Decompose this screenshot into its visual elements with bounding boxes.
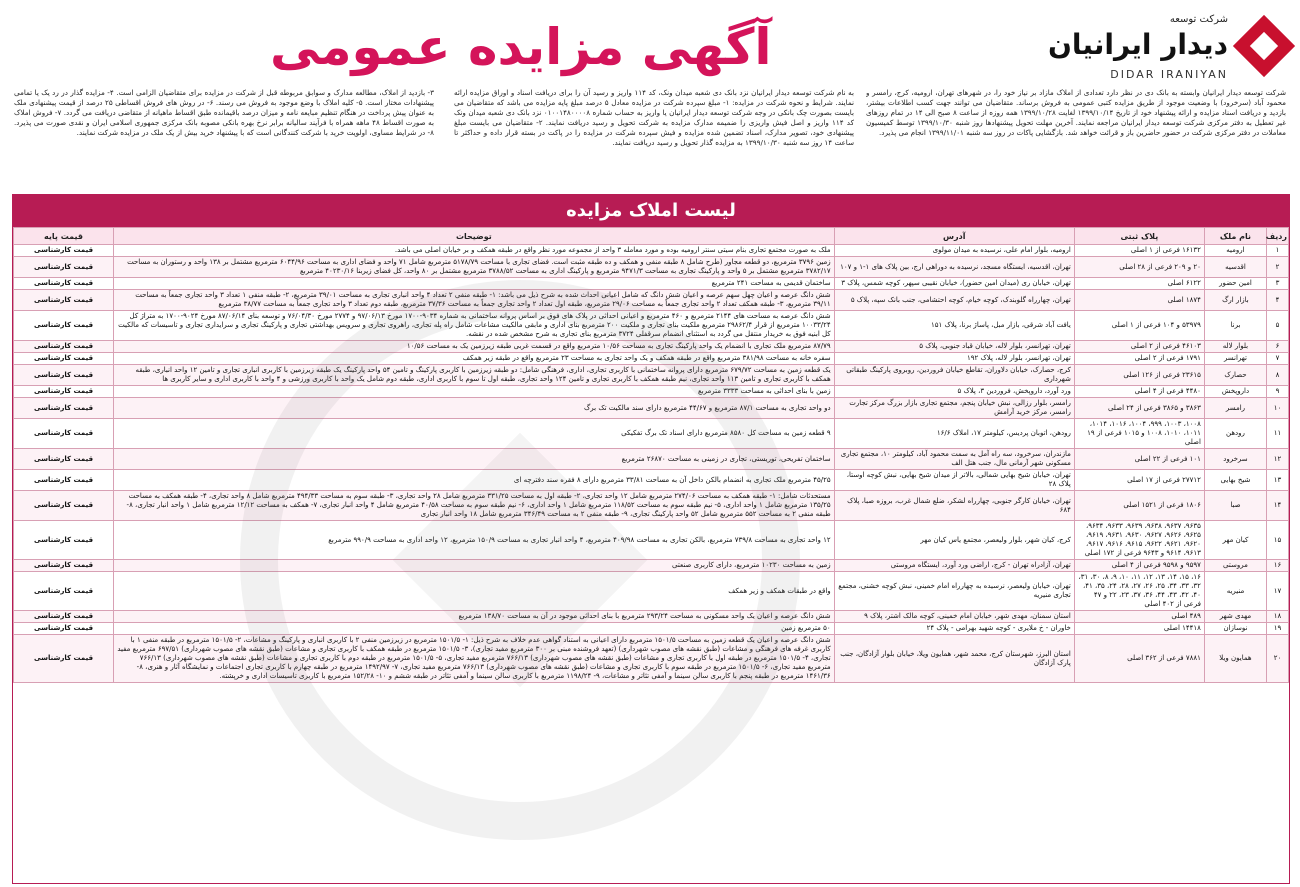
table-row xyxy=(14,353,1289,365)
cell-name: منیریه xyxy=(1204,572,1266,611)
cell-desc: سفره خانه به مساحت ۳۸۱/۹۸ مترمربع واقع در طبقه همکف و یک واحد تجاری به مساحت ۲۳ مترمربع واقع در طبقه زیر همکف xyxy=(114,353,835,365)
cell-num: ۱۹ xyxy=(1266,623,1288,635)
header-price: قیمت پایه xyxy=(14,228,114,245)
header-name: نام ملک xyxy=(1204,228,1266,245)
properties-table-panel xyxy=(12,194,1290,884)
table-row xyxy=(14,245,1289,257)
company-logo xyxy=(1047,10,1286,88)
cell-plak: ۶۱۲۲ اصلی xyxy=(1074,278,1204,290)
table-row xyxy=(14,635,1289,683)
cell-name: صبا xyxy=(1204,491,1266,521)
cell-num: ۳ xyxy=(1266,278,1288,290)
table-row xyxy=(14,572,1289,611)
table-row xyxy=(14,278,1289,290)
cell-address: ورد آورد، داروپخش، فروردین ۳، پلاک ۵ xyxy=(834,386,1074,398)
cell-address: تهران، تهرانسر، بلوار لاله، خیابان قباد جنوبی، پلاک ۵ xyxy=(834,341,1074,353)
cell-desc: دو واحد تجاری به مساحت ۸۷/۱ مترمربع و ۴۴/۶۷ مترمربع دارای سند مالکیت تک برگ xyxy=(114,398,835,419)
cell-num: ۶ xyxy=(1266,341,1288,353)
header-desc: توضیحات xyxy=(114,228,835,245)
cell-name: سرخرود xyxy=(1204,449,1266,470)
cell-plak: ۲۰ و ۲۰۹ فرعی از ۲۸ اصلی xyxy=(1074,257,1204,278)
cell-desc: مستحدثات شامل: ۱- طبقه همکف به مساحت ۲۷۴/۰۶ مترمربع شامل ۱۲ واحد تجاری، ۲- طبقه اول به مساحت ۳۳۱/۲۵ مترمربع شامل ۲۸ واحد تجاری، ۳- طبقه سوم به مساحت ۴۹۴/۳۳ مترمربع شامل ۸ واحد تجاری، ۴- طبقه همکف به مساحت ۱۳۵/۲۵ مترمربع شامل ۱ واحد اداری، ۵- نیم طبقه سوم به مساحت ۱۱۸/۵۲ مترمربع شامل ۱ واحد اداری، ۶- نیم طبقه سوم به مساحت ۴۰/۵۸ مترمربع شامل ۴ واحد انبار تجاری، ۷- همکف به مساحت ۱۲/۱۲ مترمربع شامل ۱ واحد انبار تجاری، ۸- طبقه منفی ۲ به مساحت ۵۵۲ مترمربع شامل ۵۲ واحد پارکینگ تجاری، ۹- طبقه منفی ۲ به مساحت ۳۴۶/۴۹ مترمربع شامل ۱۸ واحد انبار تجاری xyxy=(114,491,835,521)
table-row xyxy=(14,491,1289,521)
cell-name: برنا xyxy=(1204,311,1266,341)
cell-name: کیان مهر xyxy=(1204,521,1266,560)
cell-desc: ملک به صورت مجتمع تجاری بنام سیتی سنتر ارومیه بوده و مورد معامله ۳ واحد از مجموعه مورد نظر واقع در طبقه همکف و بر خیابان اصلی می باشد. xyxy=(114,245,835,257)
cell-price: قیمت کارشناسی xyxy=(14,560,114,572)
cell-num: ۱ xyxy=(1266,245,1288,257)
cell-plak: ۱۸۷۴ اصلی xyxy=(1074,290,1204,311)
cell-address: یافت آباد شرقی، بازار مبل، پاساژ برنا، پلاک ۱۵۱ xyxy=(834,311,1074,341)
table-row xyxy=(14,521,1289,560)
cell-plak: ۴۶۱۰۳ فرعی از ۲ اصلی xyxy=(1074,341,1204,353)
cell-address: کرج، حصارک، خیابان دلاوران، تقاطع خیابان فروردین، روبروی پارکینگ طبقاتی شهرداری xyxy=(834,365,1074,386)
cell-plak: ۲۳۶۱۵ فرعی از ۱۲۶ اصلی xyxy=(1074,365,1204,386)
cell-price: قیمت کارشناسی xyxy=(14,386,114,398)
cell-num: ۱۴ xyxy=(1266,491,1288,521)
cell-price: قیمت کارشناسی xyxy=(14,341,114,353)
cell-address: تهران، خیابان کارگر جنوبی، چهارراه لشکر، ضلع شمال غرب، بروزه صبا، پلاک ۶۸۴ xyxy=(834,491,1074,521)
cell-num: ۲ xyxy=(1266,257,1288,278)
cell-plak: ۹۵۹۷ و ۹۵۹۸ فرعی از ۴ اصلی xyxy=(1074,560,1204,572)
cell-desc: ۸۷/۷۹ مترمربع ملک تجاری با انضمام یک واحد پارکینگ تجاری به مساحت ۱۰/۵۶ مترمربع واقع در قسمت غربی طبقه زیرزمین یک به مساحت ۱۰/۵۶ xyxy=(114,341,835,353)
table-row xyxy=(14,365,1289,386)
cell-address: رامسر، بلوار رزالی، نبش خیابان پنجم، مجتمع تجاری بازار بزرگ مرکز تجارت رامسر، مرکز خرید آرامش xyxy=(834,398,1074,419)
header-plak: پلاک ثبتی xyxy=(1074,228,1204,245)
cell-price: قیمت کارشناسی xyxy=(14,572,114,611)
table-row xyxy=(14,398,1289,419)
cell-plak: ۱۷۹۱ فرعی از ۲ اصلی xyxy=(1074,353,1204,365)
table-row xyxy=(14,419,1289,449)
cell-price: قیمت کارشناسی xyxy=(14,611,114,623)
intro-column-middle: به نام شرکت توسعه دیدار ایرانیان نزد بانک دی شعبه میدان ونک، کد ۱۱۴ واریز و رسید آن را برای دریافت اسناد و اوراق مزایده ارائه نمایند. شرایط و نحوه شرکت در مزایده: ۱- مبلغ سپرده شرکت در مزایده معادل ۵ درصد مبلغ پایه مزایده می باشد که متقاضیان می بایست بصورت چک بانکی در وجه شرکت توسعه دیدار ایرانیان یا واریز به حساب شماره ۰۱۰۰۱۴۸۰۰۰۰۸ نزد بانک دی شعبه میدان ونک کد ۱۱۴ واریز و اصل فیش واریزی را ضمیمه مدارک مزایده به شرکت تحویل و رسید دریافت نمایند. ۲- متقاضیان می بایست مبلغ پیشنهادی خود، تصویر مدارک، اسناد تضمین شده مزایده و فیش سپرده شرکت در مزایده را در پاکت در بسته قرار داده و حداکثر تا ساعت ۱۴ روز سه شنبه ۱۳۹۹/۱۰/۳۰ به مزایده گذار تحویل و رسید دریافت نمایند. xyxy=(454,88,854,147)
cell-address: تهران، اقدسیه، ایستگاه مسجد، نرسیده به دوراهی ارج، بین پلاک های ۱-۱ و ۱۰۷ xyxy=(834,257,1074,278)
cell-name: حصارک xyxy=(1204,365,1266,386)
cell-address: ارومیه، بلوار امام علی، نرسیده به میدان مولوی xyxy=(834,245,1074,257)
cell-address: رودهن، اتوبان پردیس، کیلومتر ۱۷، املاک ۱۶/۶ xyxy=(834,419,1074,449)
logo-diamond-icon xyxy=(1233,15,1295,77)
logo-latin: DIDAR IRANIYAN xyxy=(1110,68,1228,81)
cell-plak: ۴۴۸۰ فرعی از ۴ اصلی xyxy=(1074,386,1204,398)
cell-plak: ۱۴۴۱۸ اصلی xyxy=(1074,623,1204,635)
table-row xyxy=(14,449,1289,470)
cell-desc: شش دانگ عرصه و اعیان چهل سهم عرصه و اعیان شش دانگ که شامل اعیانی احداث شده به شرح ذیل می باشد: ۱- طبقه منفی ۲ تعداد ۴ واحد انباری تجاری به مساحت ۳۹/۰۱ مترمربع، ۲- طبقه منفی ۱ تعداد ۳ واحد تجاری جمعاً به مساحت ۳۹/۱۱ مترمربع، ۳- طبقه همکف تعداد ۲ واحد تجاری جمعاً به مساحت ۲۹/۰۶ مترمربع، طبقه اول تعداد ۲ واحد تجاری جمعاً به مساحت ۳۷/۳۶ مترمربع، طبقه دوم تعداد ۳ واحد تجاری جمعاً به مساحت ۳۸/۷۷ مترمربع xyxy=(114,290,835,311)
cell-desc: ۱۲ واحد تجاری به مساحت ۷۳۹/۸ مترمربع، بالکن تجاری به مساحت ۴۰۹/۹۸ مترمربع، ۴ واحد انبار تجاری به مساحت ۱۵۰/۹ مترمربع، ۱۲ واحد اداری به مساحت ۹۹۰/۹ مترمربع xyxy=(114,521,835,560)
cell-price: قیمت کارشناسی xyxy=(14,353,114,365)
table-row xyxy=(14,560,1289,572)
cell-address: استان البرز، شهرستان کرج، محمد شهر، همایون ویلا، خیابان بلوار آزادگان، جنب پارک آزادگان xyxy=(834,635,1074,683)
cell-price: قیمت کارشناسی xyxy=(14,470,114,491)
cell-num: ۱۱ xyxy=(1266,419,1288,449)
cell-price: قیمت کارشناسی xyxy=(14,419,114,449)
cell-num: ۴ xyxy=(1266,290,1288,311)
cell-name: تهرانسر xyxy=(1204,353,1266,365)
cell-price: قیمت کارشناسی xyxy=(14,245,114,257)
header-address: آدرس xyxy=(834,228,1074,245)
cell-plak: ۷۸۸۱ فرعی از ۳۶۲ اصلی xyxy=(1074,635,1204,683)
intro-column-right: شرکت توسعه دیدار ایرانیان وابسته به بانک دی در نظر دارد تعدادی از املاک مازاد بر نیاز خود را، در شهرهای تهران، ارومیه، کرج، رامسر و محمود آباد (سرخرود) با وضعیت موجود از طریق مزایده کتبی عمومی به فروش برساند. متقاضیان می توانند جهت کسب اطلاعات بیشتر، بازدید و دریافت اسناد مزایده و ارائه پیشنهاد خود از تاریخ ۱۳۹۹/۱۰/۱۴ لغایت ۱۳۹۹/۱۰/۲۸ همه روزه از ساعت ۸ صبح الی ۱۴ در تمام روزهای غیر تعطیل به دفتر مرکزی شرکت توسعه دیدار ایرانیان مراجعه نمایند. آخرین مهلت تحویل پیشنهادها روز شنبه ۱۳۹۹/۱۰/۳۰ توسط کمیسیون معاملات در دفتر مرکزی شرکت در حضور حاضرین باز و قرائت خواهد شد. بازگشایی پاکات در روز سه شنبه ۱۳۹۹/۱۱/۰۱ انجام می پذیرد. xyxy=(866,88,1286,137)
cell-desc: شش دانگ عرصه و اعیان یک قطعه زمین به مساحت ۱۵۰۱/۵ مترمربع دارای اعیانی به استناد گواهی عدم خلاف به شرح ذیل: ۱- ۱۵۰۱/۵ مترمربع در زیرزمین منفی ۲ با کاربری انباری و پارکینگ و مشاعات، ۲- ۱۵۰۱/۵ مترمربع در طبقه منفی ۱ با کاربری غرفه های فرهنگی و مشاعات (طبق نقشه های مصوب شهرداری) (تعهد فروشنده مبنی بر ۳۰۰ مترمربع مفید تجاری)، ۳- ۱۵۰۱/۵ مترمربع در طبقه همکف با کاربری تجاری و مشاعات (طبق نقشه های مصوب شهرداری) ۶۹۷/۵۱ مترمربع مفید تجاری، ۴- ۱۵۰۱/۵ مترمربع در طبقه اول با کاربری تجاری و مشاعات (طبق نقشه های مصوب شهرداری) ۷۶۶/۱۳ مترمربع مفید تجاری، ۵- ۱۵۰۱/۵ مترمربع در طبقه دوم با کاربری تجاری و مشاعات (طبق نقشه های مصوب شهرداری) ۷۶۶/۱۳ مترمربع مفید تجاری، ۶- ۱۵۰۱/۵ مترمربع در طبقه سوم با کاربری تجاری و مشاعات (طبق نقشه های مصوب شهرداری) ۷۶۶/۱۳ مترمربع مفید تجاری، ۷- ۱۴۹۲/۹۷ مترمربع در طبقه چهارم با کاربری تجاری اجتماعات و نمایشگاه آثار و هنری، ۸- ۱۴۶۱/۳۶ مترمربع در طبقه پنجم با کاربری سالن سینما و آمفی تئاتر و مشاعات، ۹- ۱۱۹۸/۲۴ مترمربع با کاربری سالن سینما و آمفی تئاتر در طبقه ششم و ۱۰- ۱۵۲/۲۸ مترمربع با کاربری تاسیسات اداری و خرپشته. xyxy=(114,635,835,683)
cell-address: تهران، خیابان ولیعصر، نرسیده به چهارراه امام خمینی، نبش کوچه خشنی، مجتمع تجاری منیریه xyxy=(834,572,1074,611)
cell-desc: واقع در طبقات همکف و زیر همکف xyxy=(114,572,835,611)
cell-name: مروستی xyxy=(1204,560,1266,572)
cell-price: قیمت کارشناسی xyxy=(14,449,114,470)
table-row xyxy=(14,311,1289,341)
cell-name: بازار ارگ xyxy=(1204,290,1266,311)
cell-plak: ۴۸۹ اصلی xyxy=(1074,611,1204,623)
cell-num: ۱۸ xyxy=(1266,611,1288,623)
cell-desc: یک قطعه زمین به مساحت ۶۷۹/۷۲ مترمربع دارای پروانه ساختمانی با کاربری تجاری، اداری، فرهنگی شامل: دو طبقه زیرزمین با کاربری پارکینگ و تامین ۵۴ واحد پارکینگ یک طبقه زیرزمین با کاربری انباری تجاری و تامین ۱۲ واحد انباری، طبقه همکف با کاربری تجاری و تامین ۱۱۳ واحد تجاری، نیم طبقه همکف با کاربری تجاری و تامین ۱۲۴ واحد تجاری، طبقه اول تا سوم با کاربری اداری، طبقه دوم شامل یک واحد با کاربری ورزشی و ۴ واحد با کاربری اداری و سایر کاربری ها xyxy=(114,365,835,386)
cell-plak: ۹۶۳۵، ۹۶۳۷، ۹۶۳۸، ۹۶۳۹، ۹۶۳۳، ۹۶۳۴، ۹۶۲۵، ۹۶۲۶، ۹۶۲۷، ۹۶۳۰، ۹۶۳۱، ۹۶۱۹، ۹۶۲۰، ۹۶۲۱، ۹۶۲۲، ۹۶۱۵، ۹۶۱۶، ۹۶۱۷، ۹۶۱۳، ۹۶۱۴ و ۹۶۴۳ فرعی از ۱۷۲ اصلی xyxy=(1074,521,1204,560)
cell-desc: ۹ قطعه زمین به مساحت کل ۸۵۸۰ مترمربع دارای اسناد تک برگ تفکیکی xyxy=(114,419,835,449)
cell-address: تهران، آزادراه تهران - کرج، اراضی ورد آورد، ایستگاه مروستی xyxy=(834,560,1074,572)
cell-address: خاوران - خ ملایری - کوچه شهید بهرامی - پلاک ۲۴ xyxy=(834,623,1074,635)
cell-name: رودهن xyxy=(1204,419,1266,449)
cell-price: قیمت کارشناسی xyxy=(14,311,114,341)
cell-num: ۹ xyxy=(1266,386,1288,398)
cell-price: قیمت کارشناسی xyxy=(14,257,114,278)
logo-subtitle: شرکت توسعه xyxy=(1169,14,1228,25)
table-row xyxy=(14,386,1289,398)
header-num: ردیف xyxy=(1266,228,1288,245)
cell-plak: ۳۸۶۳ و ۳۸۶۵ فرعی از ۲۴ اصلی xyxy=(1074,398,1204,419)
cell-address: تهران، خیابان شیخ بهایی شمالی، بالاتر از میدان شیخ بهایی، نبش کوچه اوستا، پلاک ۲۸ xyxy=(834,470,1074,491)
cell-price: قیمت کارشناسی xyxy=(14,521,114,560)
table-title: لیست املاک مزایده xyxy=(13,195,1289,227)
cell-price: قیمت کارشناسی xyxy=(14,365,114,386)
table-row xyxy=(14,257,1289,278)
cell-plak: ۱۰۱ فرعی از ۲۲ اصلی xyxy=(1074,449,1204,470)
table-row xyxy=(14,341,1289,353)
cell-price: قیمت کارشناسی xyxy=(14,290,114,311)
cell-desc: زمین به مساحت ۱۰۲۳۰ مترمربع، دارای کاربری صنعتی xyxy=(114,560,835,572)
cell-name: رامسر xyxy=(1204,398,1266,419)
cell-num: ۱۷ xyxy=(1266,572,1288,611)
intro-column-left: ۳- بازدید از املاک، مطالعه مدارک و سوابق مربوطه قبل از شرکت در مزایده برای متقاضیان الزامی است. ۴- مزایده گذار در رد یک یا تمامی پیشنهادات مختار است. ۵- کلیه املاک با وضع موجود به فروش می رسند. ۶- در روش های فروش اقساطی ۲۵ درصد از قیمت پیشنهادی ملک به عنوان پیش پرداخت در هنگام تنظیم مبایعه نامه و میزان درصد باقیمانده طبق اقساط ماهیانه از متقاضی دریافت می گردد. ۷- فروش املاک به صورت اقساط ۴۸ ماهه همراه با فرآیند سالیانه برابر نرخ بهره بانکی مصوبه بانک مرکزی جمهوری اسلامی ایران و نقدی صورت می پذیرد. ۸- در شرایط مساوی، اولویت خرید با شرکت کنندگانی است که با پیشنهاد خرید بیش از یک ملک در مزایده شرکت نمایند. xyxy=(14,88,434,137)
cell-name: اقدسیه xyxy=(1204,257,1266,278)
cell-desc: ۵۰ مترمربع زمین xyxy=(114,623,835,635)
cell-price: قیمت کارشناسی xyxy=(14,623,114,635)
table-header-row xyxy=(14,228,1289,245)
cell-address: تهران، خیابان ری (میدان امین حضور)، خیابان نقیبی سپهر، کوچه شمس، پلاک ۳ xyxy=(834,278,1074,290)
cell-num: ۱۰ xyxy=(1266,398,1288,419)
cell-address: تهران، تهرانسر، بلوار لاله، پلاک ۱۹۲ xyxy=(834,353,1074,365)
cell-address: استان سمنان، مهدی شهر، خیابان امام خمینی، کوچه مالک اشتر، پلاک ۹ xyxy=(834,611,1074,623)
table-row xyxy=(14,611,1289,623)
table-row xyxy=(14,470,1289,491)
cell-name: بلوار لاله xyxy=(1204,341,1266,353)
cell-num: ۸ xyxy=(1266,365,1288,386)
cell-address: تهران، چهارراه گلوبندک، کوچه خیام، کوچه احتشامی، جنب بانک سپه، پلاک ۵ xyxy=(834,290,1074,311)
table-row xyxy=(14,290,1289,311)
cell-plak: ۱۰۰۸، ۱۰۰۳، ۹۹۹، ۱۰۰۴، ۱۰۱۶، ۱۰۱۴، ۱۰۱۱، ۱۰۱۰، ۱۰۰۸ و ۱۰۱۵ فرعی از ۱۹ اصلی xyxy=(1074,419,1204,449)
cell-desc: ۴۵/۲۵ مترمربع ملک تجاری به انضمام بالکن داخل آن به مساحت ۳۳/۸۱ مترمربع دارای ۸ فقره سند دفترچه ای xyxy=(114,470,835,491)
properties-table xyxy=(13,227,1289,683)
cell-num: ۱۵ xyxy=(1266,521,1288,560)
cell-name: شیخ بهایی xyxy=(1204,470,1266,491)
cell-num: ۱۳ xyxy=(1266,470,1288,491)
cell-desc: ساختمان تفریحی، توریستی، تجاری در زمینی به مساحت ۲۶۸۷۰ مترمربع xyxy=(114,449,835,470)
table-body xyxy=(14,245,1289,683)
cell-price: قیمت کارشناسی xyxy=(14,278,114,290)
cell-desc: شش دانگ عرصه به مساحت های ۲۱۴۴ مترمربع و ۴۶۰ مترمربع و اعیانی احداثی در پلاک های فوق بر اساس پروانه ساختمانی به شماره ۹۰۳۴-۱۷۰۰ مورخ ۹۷/۰۶/۱۳ و ۲۷۷۴ مورخ ۷۶/۰۴/۳۰ و توسعه بنای ۸۷/۰۶/۱۴ مورخ ۹۰۲۴-۱۷۰۰ به متراژ کل ۱۰۰۳۳/۲۴ مترمربع از قرار ۲۹۸۶۲/۴ مترمربع ملکیت بنای تجاری و ملکیت ۲۰۰ مترمربع بنای اداری و مابقی مالکیت مشاعات شامل راه پله تجاری، راهروی تجاری و سرویس بهداشتی تجاری و پارکینگ تجاری و سرایداری تجاری و تاسیسات که مالکیت کل ابنیه فوق به خریدار منتقل می گردد به استثنای انضمام سرقفلی ۳۷۲۴ مترمربع بنای تجاری به شرح مشخص شده در نقشه. xyxy=(114,311,835,341)
cell-price: قیمت کارشناسی xyxy=(14,635,114,683)
cell-plak: ۱۶۱۳۲ فرعی از ۱ اصلی xyxy=(1074,245,1204,257)
cell-name: مهدی شهر xyxy=(1204,611,1266,623)
cell-name: همایون ویلا xyxy=(1204,635,1266,683)
cell-address: مازندران، سرخرود، سه راه آمل به سمت محمود آباد، کیلومتر ۱۰، مجتمع تجاری مسکونی شهر آرمانی مال، جنب هتل الف xyxy=(834,449,1074,470)
cell-plak: ۱۶، ۱۵، ۱۴، ۱۳، ۱۲، ۱۱، ۱۰، ۹، ۸، ۳۰، ۳۱، ۳۲، ۳۳، ۳۴، ۲۵، ۲۶، ۲۷، ۲۸، ۲۴، ۳۵، ۴۱، ۴۰، ۴۲، ۴۳، ۴۴، ۳۶، ۳۷، ۲۳، ۲۲ و ۴۷ فرعی از ۴۰۲ اصلی xyxy=(1074,572,1204,611)
table-row xyxy=(14,623,1289,635)
cell-num: ۱۶ xyxy=(1266,560,1288,572)
cell-name: نوسازان xyxy=(1204,623,1266,635)
page-title: آگهی مزایده عمومی xyxy=(270,18,772,76)
cell-plak: ۱۸۰۶ فرعی از ۱۵۲۱ اصلی xyxy=(1074,491,1204,521)
cell-num: ۲۰ xyxy=(1266,635,1288,683)
cell-price: قیمت کارشناسی xyxy=(14,491,114,521)
cell-address: کرج، کیان شهر، بلوار ولیعصر، مجتمع یاس کیان مهر xyxy=(834,521,1074,560)
cell-desc: زمین ۳۷۹۶ مترمربع، دو قطعه مجاور (طرح شامل ۸ طبقه منفی و همکف و ده طبقه مثبت است. فضای تجاری با مساحت ۵۱۷۸/۷۹ مترمربع شامل ۷۱ واحد و فضای اداری به مساحت ۶۰۴۴/۹۶ مترمربع مشتمل بر ۱۳۸ واحد و رستوران به مساحت ۳۷۸۲/۱۷ مترمربع مشتمل بر ۵ واحد و پارکینگ تجاری به مساحت ۹۴۷۱/۳ مترمربع و پارکینگ اداری به مساحت ۳۷۸۸/۵۲ مترمربع مشتمل بر ۸۰ واحد، کل فضای زیربنا ۴۰۲۳۰/۱۶ مترمربع xyxy=(114,257,835,278)
logo-name: دیدار ایرانیان xyxy=(1047,28,1228,61)
cell-name: داروپخش xyxy=(1204,386,1266,398)
cell-num: ۵ xyxy=(1266,311,1288,341)
cell-name: ارومیه xyxy=(1204,245,1266,257)
cell-name: امین حضور xyxy=(1204,278,1266,290)
cell-desc: ساختمان قدیمی به مساحت ۲۴۱ مترمربع xyxy=(114,278,835,290)
cell-plak: ۲۷۷۱۲ فرعی از ۱۷ اصلی xyxy=(1074,470,1204,491)
cell-price: قیمت کارشناسی xyxy=(14,398,114,419)
cell-plak: ۵۳۹۷۹ و ۱۰۴ فرعی از ۱ اصلی xyxy=(1074,311,1204,341)
cell-desc: زمین با بنای احداثی به مساحت ۳۳۳۳ مترمربع xyxy=(114,386,835,398)
cell-desc: شش دانگ عرصه و اعیان یک واحد مسکونی به مساحت ۲۹۳/۲۴ مترمربع با بنای احداثی موجود در آن به مساحت ۱۳۸/۷۰ مترمربع xyxy=(114,611,835,623)
cell-num: ۱۲ xyxy=(1266,449,1288,470)
cell-num: ۷ xyxy=(1266,353,1288,365)
